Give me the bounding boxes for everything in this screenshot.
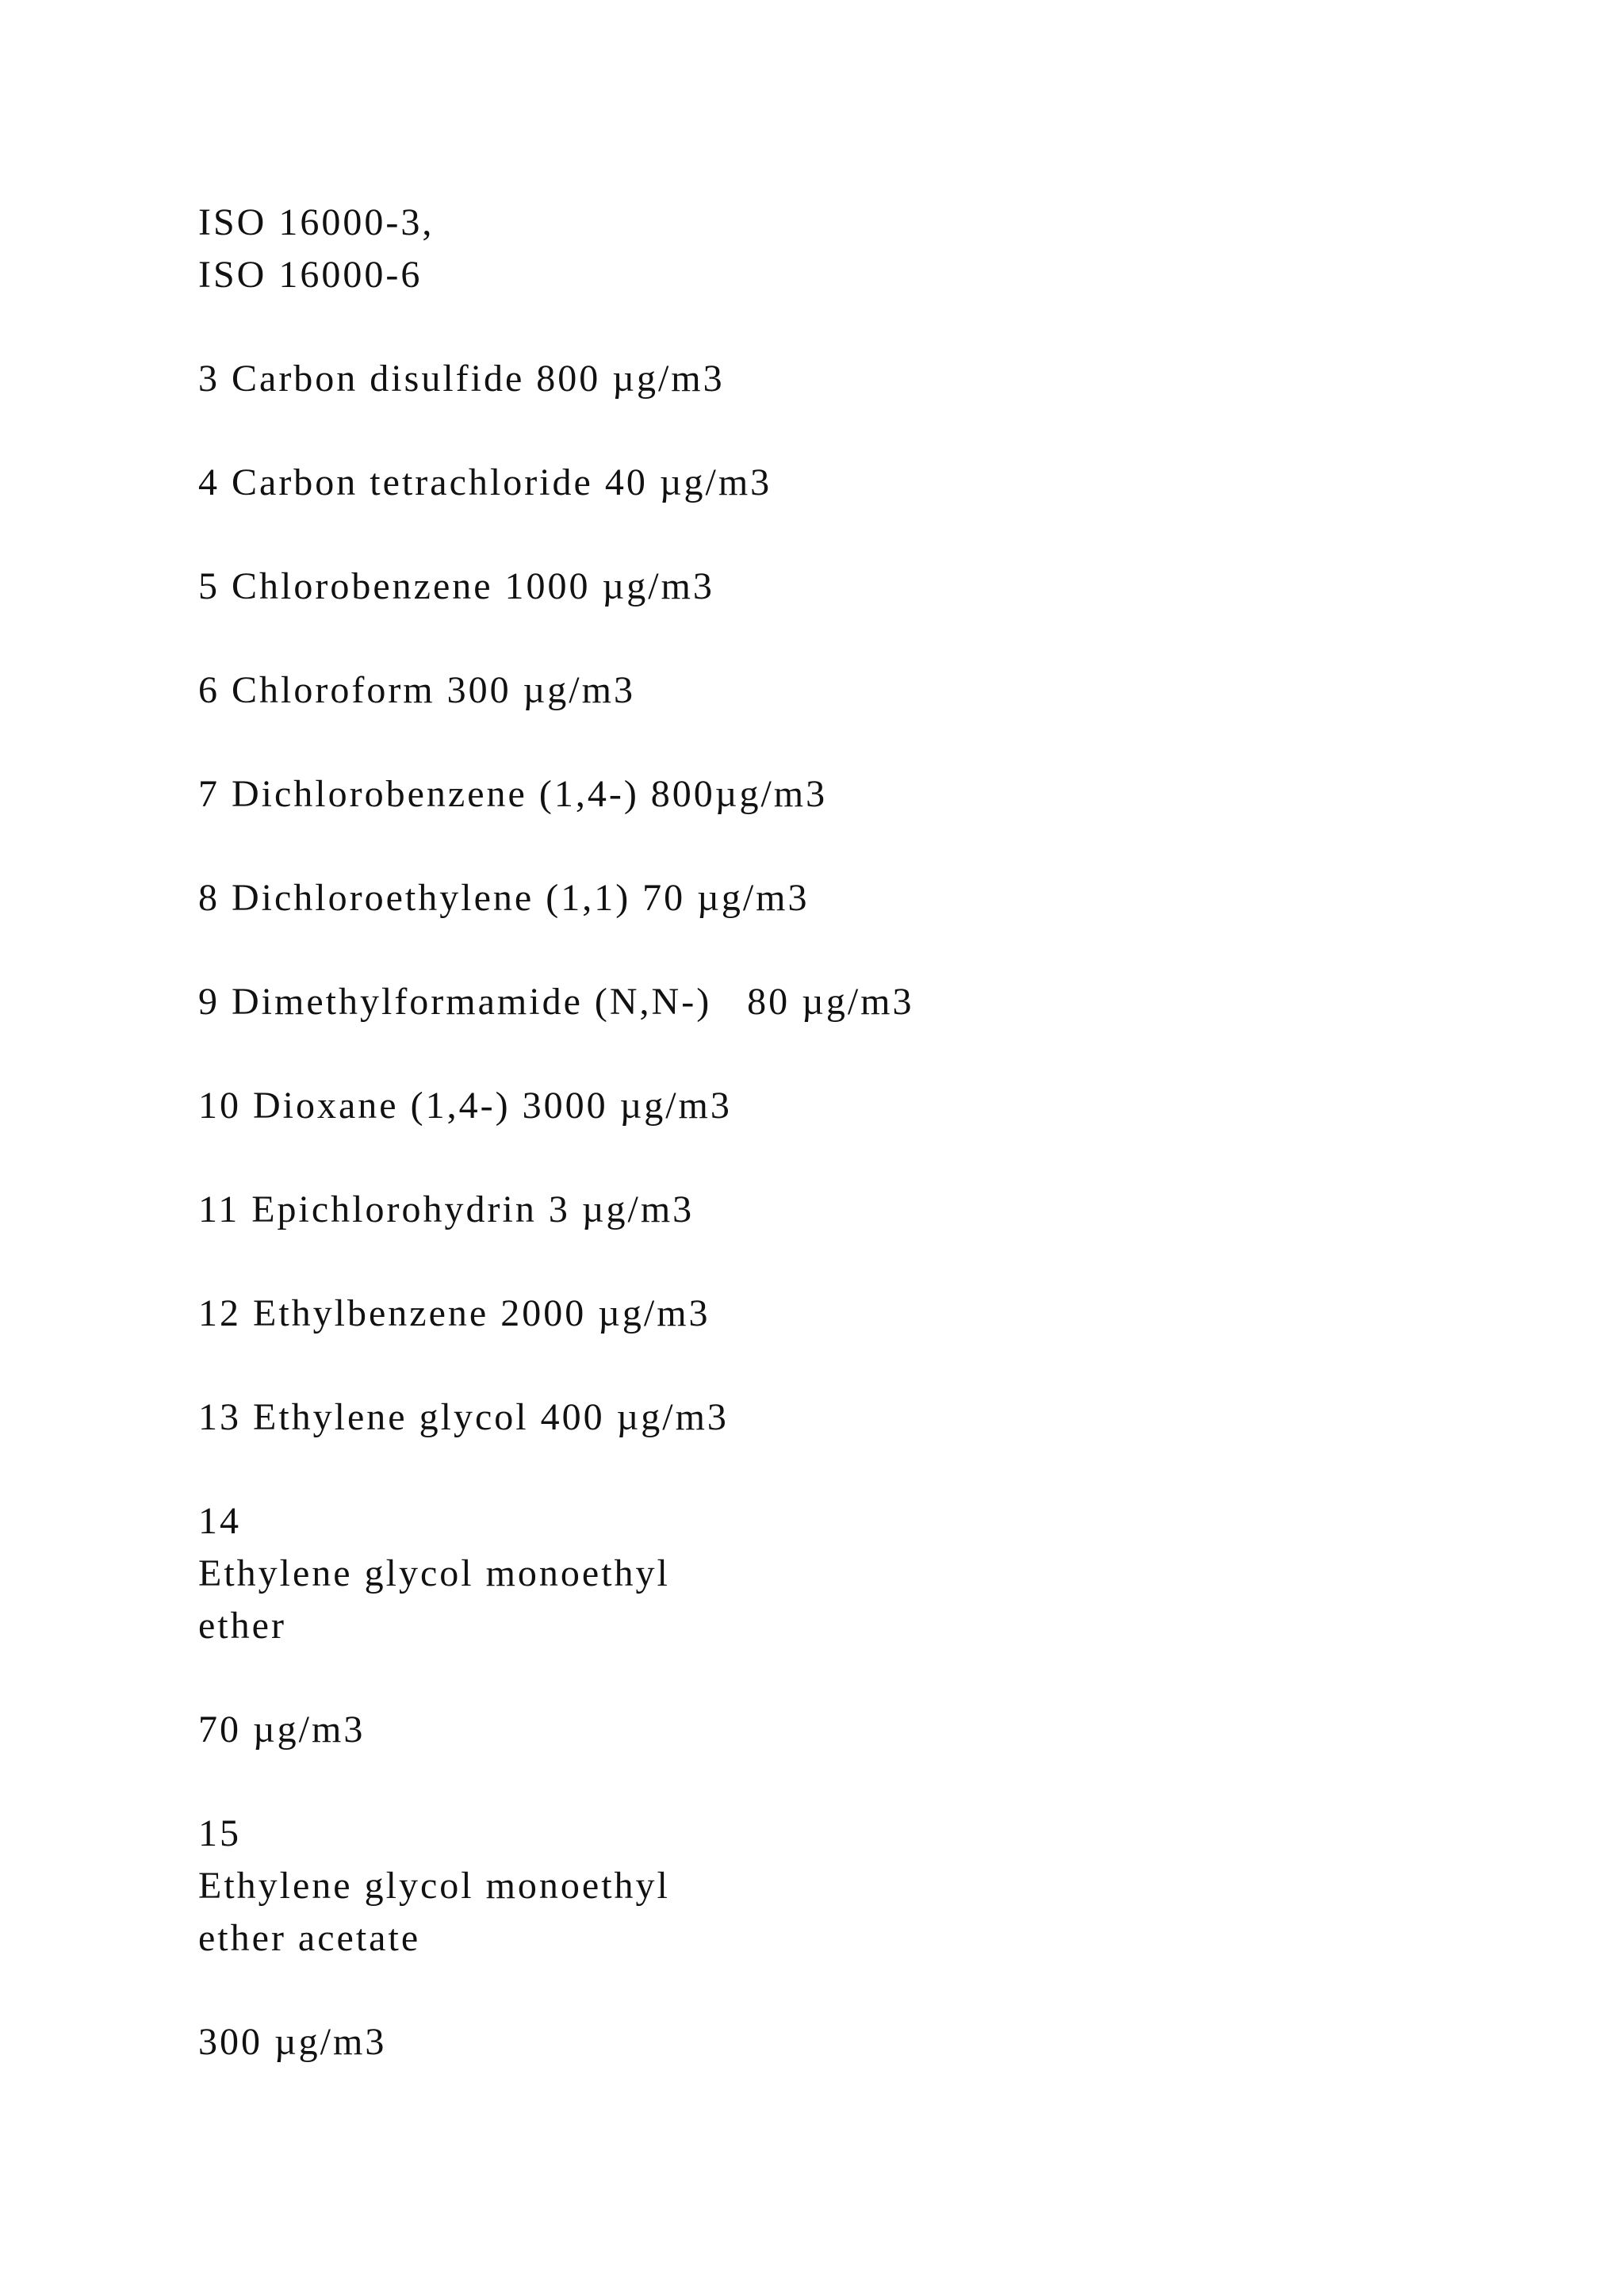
entry-3-carbon-disulfide: 3 Carbon disulfide 800 µg/m3 (198, 358, 725, 400)
entry-6-chloroform: 6 Chloroform 300 µg/m3 (198, 669, 635, 711)
entry-15-number: 15 (198, 1812, 241, 1854)
entry-14-value: 70 µg/m3 (198, 1709, 366, 1751)
entry-14-number: 14 (198, 1500, 241, 1542)
iso-reference-line-1: ISO 16000-3, (198, 201, 435, 243)
entry-13-ethylene-glycol: 13 Ethylene glycol 400 µg/m3 (198, 1396, 729, 1438)
entry-8-dichloroethylene: 8 Dichloroethylene (1,1) 70 µg/m3 (198, 877, 810, 919)
entry-15-name-line-2: ether acetate (198, 1917, 421, 1959)
entry-15-value: 300 µg/m3 (198, 2021, 387, 2063)
entry-11-epichlorohydrin: 11 Epichlorohydrin 3 µg/m3 (198, 1188, 695, 1230)
entry-10-dioxane: 10 Dioxane (1,4-) 3000 µg/m3 (198, 1085, 732, 1127)
entry-14-name-line-2: ether (198, 1605, 286, 1647)
entry-14-name-line-1: Ethylene glycol monoethyl (198, 1552, 670, 1594)
iso-reference-line-2: ISO 16000-6 (198, 254, 423, 296)
entry-5-chlorobenzene: 5 Chlorobenzene 1000 µg/m3 (198, 565, 714, 607)
entry-15-name-line-1: Ethylene glycol monoethyl (198, 1865, 670, 1907)
entry-12-ethylbenzene: 12 Ethylbenzene 2000 µg/m3 (198, 1292, 710, 1334)
entry-9-dimethylformamide: 9 Dimethylformamide (N,N-) 80 µg/m3 (198, 981, 914, 1023)
entry-7-dichlorobenzene: 7 Dichlorobenzene (1,4-) 800µg/m3 (198, 773, 828, 815)
entry-4-carbon-tetrachloride: 4 Carbon tetrachloride 40 µg/m3 (198, 461, 772, 503)
